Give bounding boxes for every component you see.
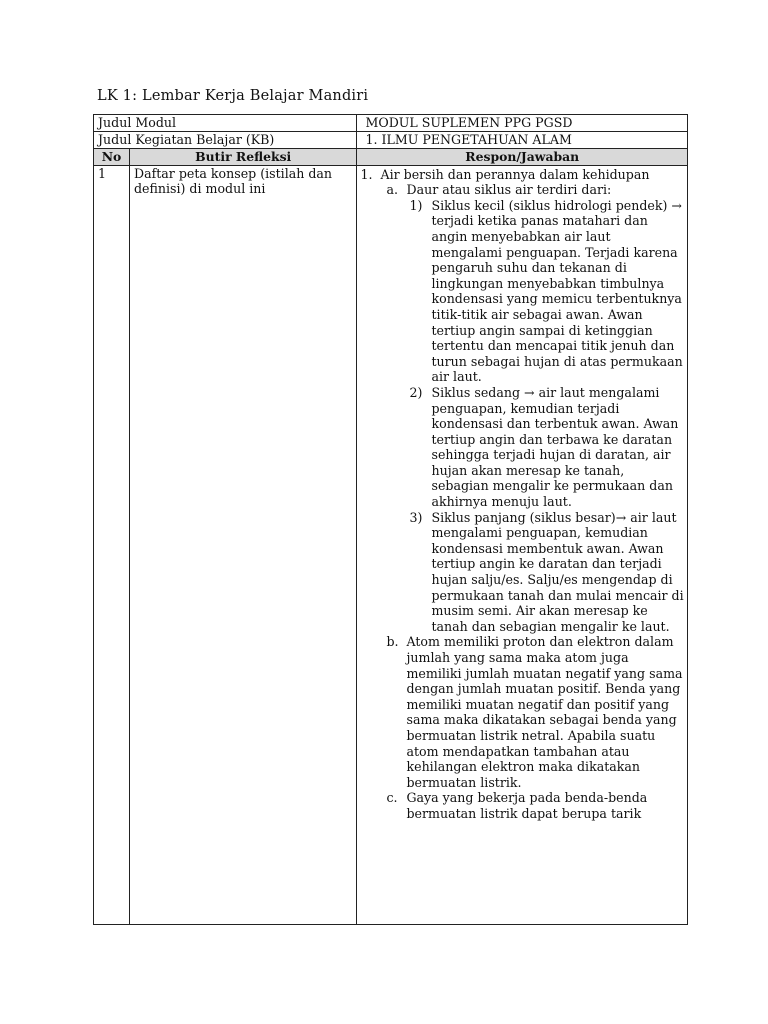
list-text: Gaya yang bekerja pada benda-benda bermuatan listrik dapat berupa tarik <box>406 790 648 821</box>
list-number: 1. <box>360 166 373 182</box>
module-value: MODUL SUPLEMEN PPG PGSD <box>357 115 688 132</box>
list-text: Atom memiliki proton dan elektron dalam jumlah yang sama maka atom juga memiliki jumlah muatan negatif yang sama dengan jumlah muatan positif. Benda yang memiliki muatan negatif dan positif yang sama maka dikatakan sebagai benda yang bermuatan listrik netral. Apabila suatu atom mendapatkan tambahan atau kehilangan elektron maka dikatakan bermuatan listrik. <box>406 634 683 790</box>
list-text: Air bersih dan perannya dalam kehidupan <box>380 166 650 182</box>
list-item <box>357 634 685 790</box>
list-item <box>357 167 685 183</box>
list-number: 2) <box>409 384 423 400</box>
table-row <box>94 165 688 924</box>
list-text: Siklus panjang (siklus besar)→ air laut mengalami penguapan, kemudian kondensasi membentuk awan. Awan tertiup angin ke daratan dan terjadi hujan salju/es. Salju/es mengendap di permukaan tanah dan mulai mencair di musim semi. Air akan meresap ke tanah dan sebagian mengalir ke laut. <box>431 509 684 634</box>
list-item <box>357 790 685 821</box>
list-number: 3) <box>409 509 423 525</box>
column-header-butir: Butir Refleksi <box>129 149 357 166</box>
list-letter: c. <box>386 790 398 806</box>
module-row <box>94 115 688 132</box>
row-response <box>357 165 688 924</box>
list-item <box>357 182 685 198</box>
row-butir: Daftar peta konsep (istilah dan definisi) di modul ini <box>129 165 357 924</box>
column-header-row <box>94 149 688 166</box>
page-title: LK 1: Lembar Kerja Belajar Mandiri <box>97 88 369 104</box>
list-item <box>357 385 685 510</box>
column-header-respon: Respon/Jawaban <box>357 149 688 166</box>
kb-label: Judul Kegiatan Belajar (KB) <box>94 132 357 149</box>
row-number: 1 <box>94 165 130 924</box>
module-label: Judul Modul <box>94 115 357 132</box>
column-header-no: No <box>94 149 130 166</box>
list-item <box>357 510 685 635</box>
list-text: Siklus kecil (siklus hidrologi pendek) → terjadi ketika panas matahari dan angin menyebabkan air laut mengalami penguapan. Terjadi karena pengaruh suhu dan tekanan di lingkungan menyebabkan timbulnya kondensasi yang memicu terbentuknya titik-titik air sebagai awan. Awan tertiup angin sampai di ketinggian tertentu dan mencapai titik jenuh dan turun sebagai hujan di atas permukaan air laut. <box>431 197 683 385</box>
list-letter: b. <box>386 634 399 650</box>
list-text: Siklus sedang → air laut mengalami penguapan, kemudian terjadi kondensasi dan terbentuk awan. Awan tertiup angin dan terbawa ke daratan sehingga terjadi hujan di daratan, air hujan akan meresap ke tanah, sebagian mengalir ke permukaan dan akhirnya menuju laut. <box>431 384 679 510</box>
list-number: 1) <box>409 197 423 213</box>
list-item <box>357 198 685 385</box>
list-text: Daur atau siklus air terdiri dari: <box>406 182 612 198</box>
kb-row <box>94 132 688 149</box>
kb-value: 1. ILMU PENGETAHUAN ALAM <box>357 132 688 149</box>
worksheet-table <box>93 114 688 925</box>
list-letter: a. <box>386 182 398 198</box>
